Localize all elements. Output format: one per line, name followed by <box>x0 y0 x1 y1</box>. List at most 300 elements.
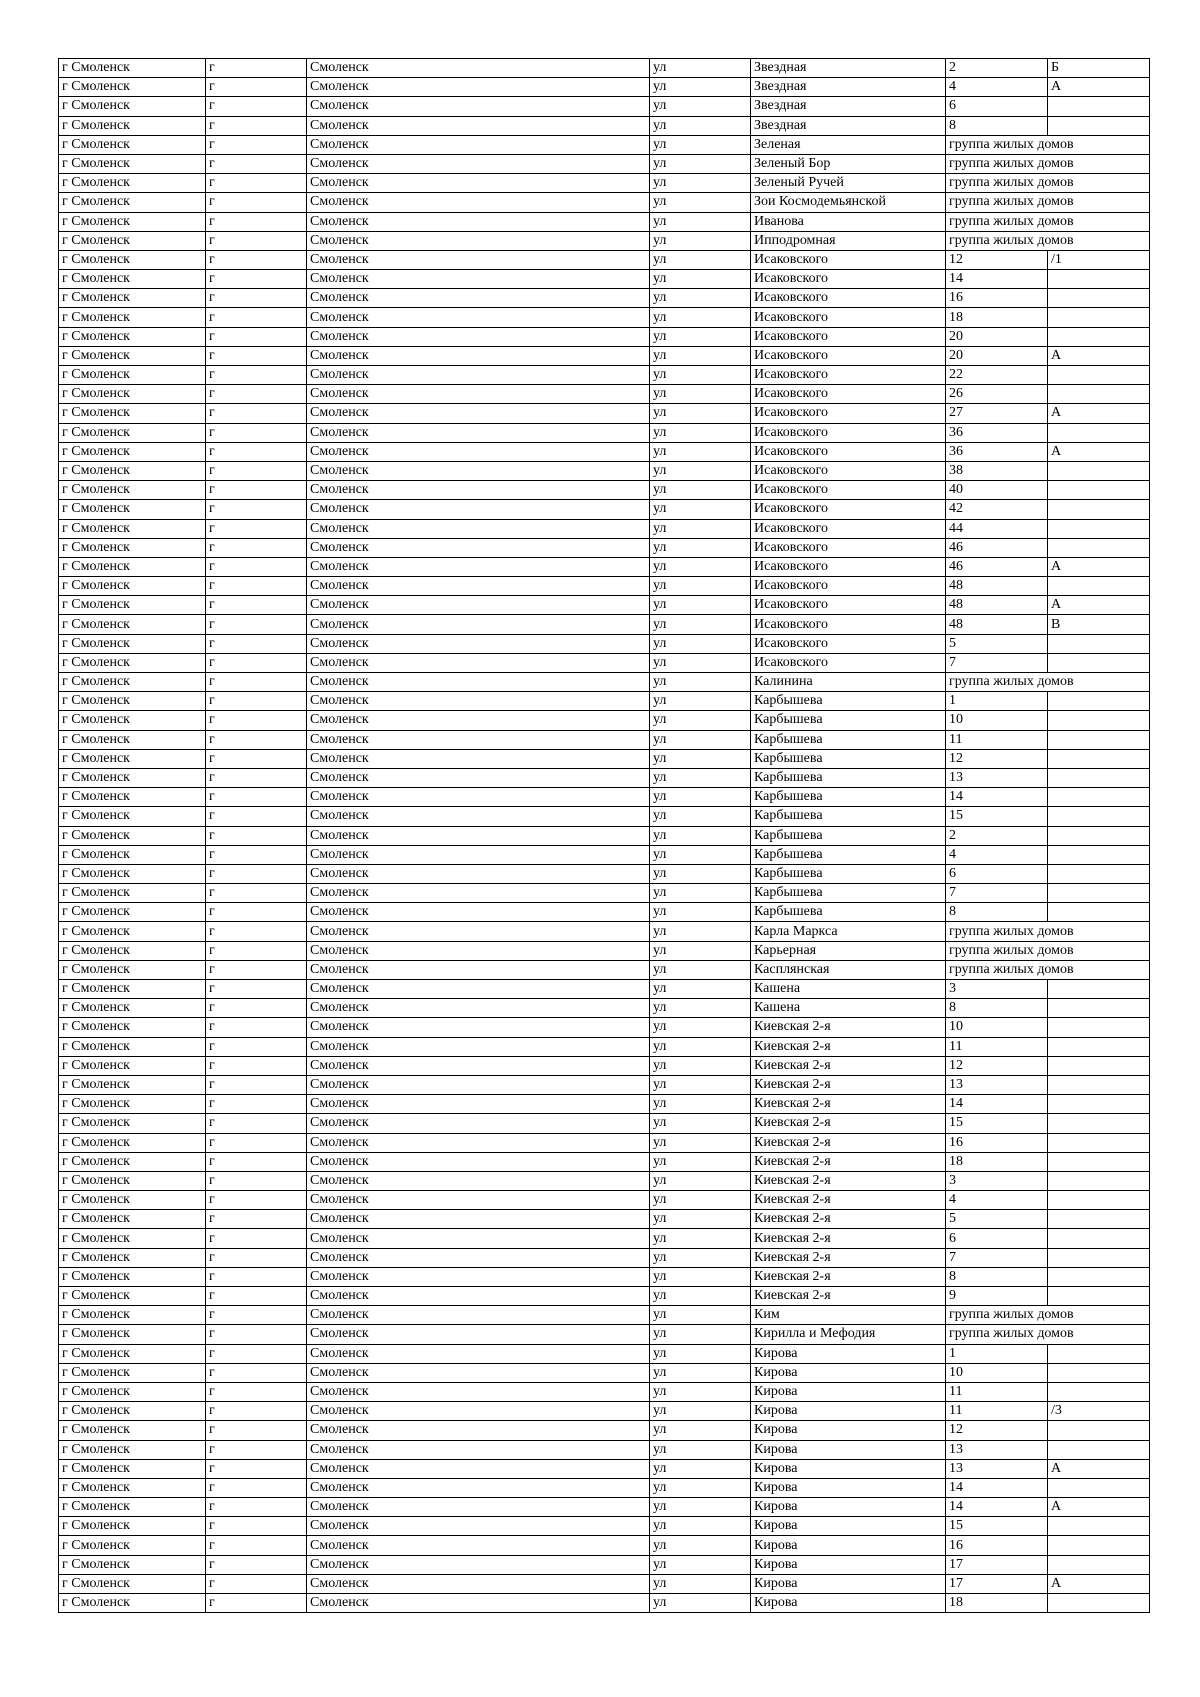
building-cell <box>1048 1018 1150 1037</box>
street-cell: Зои Космодемьянской <box>751 193 946 212</box>
building-cell: А <box>1048 404 1150 423</box>
locality-cell: Смоленск <box>307 1267 650 1286</box>
table-row <box>59 135 1150 154</box>
table-row <box>59 500 1150 519</box>
region-cell: г Смоленск <box>59 1287 206 1306</box>
house-cell: 11 <box>946 1402 1048 1421</box>
table-row <box>59 1095 1150 1114</box>
building-cell <box>1048 1171 1150 1190</box>
building-cell <box>1048 1287 1150 1306</box>
table-row <box>59 327 1150 346</box>
table-row <box>59 1267 1150 1286</box>
region-cell: г Смоленск <box>59 135 206 154</box>
table-row <box>59 692 1150 711</box>
street-type-cell: ул <box>650 174 751 193</box>
region-cell: г Смоленск <box>59 826 206 845</box>
region-cell: г Смоленск <box>59 1191 206 1210</box>
locality-cell: Смоленск <box>307 1306 650 1325</box>
building-cell: /3 <box>1048 1402 1150 1421</box>
street-type-cell: ул <box>650 1459 751 1478</box>
house-cell: группа жилых домов <box>946 212 1150 231</box>
street-type-cell: ул <box>650 826 751 845</box>
locality-cell: Смоленск <box>307 1248 650 1267</box>
table-row <box>59 250 1150 269</box>
table-row <box>59 557 1150 576</box>
street-type-cell: ул <box>650 788 751 807</box>
street-type-cell: ул <box>650 308 751 327</box>
street-type-cell: ул <box>650 711 751 730</box>
street-type-cell: ул <box>650 1440 751 1459</box>
region-cell: г Смоленск <box>59 1210 206 1229</box>
street-type-cell: ул <box>650 461 751 480</box>
street-cell: Карбышева <box>751 807 946 826</box>
house-cell: 36 <box>946 423 1048 442</box>
street-type-cell: ул <box>650 538 751 557</box>
building-cell <box>1048 903 1150 922</box>
building-cell <box>1048 653 1150 672</box>
street-type-cell: ул <box>650 78 751 97</box>
house-cell: 15 <box>946 1517 1048 1536</box>
region-cell: г Смоленск <box>59 1171 206 1190</box>
house-cell: 11 <box>946 730 1048 749</box>
street-cell: Звездная <box>751 97 946 116</box>
locality-type-cell: г <box>206 884 307 903</box>
house-cell: 48 <box>946 596 1048 615</box>
building-cell <box>1048 1152 1150 1171</box>
street-cell: Карбышева <box>751 692 946 711</box>
building-cell <box>1048 634 1150 653</box>
table-row <box>59 1171 1150 1190</box>
address-table <box>58 58 1150 1613</box>
street-cell: Исаковского <box>751 385 946 404</box>
locality-type-cell: г <box>206 538 307 557</box>
locality-type-cell: г <box>206 1306 307 1325</box>
street-cell: Карбышева <box>751 845 946 864</box>
locality-type-cell: г <box>206 922 307 941</box>
locality-cell: Смоленск <box>307 135 650 154</box>
table-row <box>59 270 1150 289</box>
street-type-cell: ул <box>650 653 751 672</box>
locality-cell: Смоленск <box>307 1344 650 1363</box>
table-row <box>59 1440 1150 1459</box>
region-cell: г Смоленск <box>59 385 206 404</box>
locality-cell: Смоленск <box>307 673 650 692</box>
region-cell: г Смоленск <box>59 1344 206 1363</box>
locality-type-cell: г <box>206 1344 307 1363</box>
house-cell: 3 <box>946 1171 1048 1190</box>
street-cell: Касплянская <box>751 960 946 979</box>
locality-type-cell: г <box>206 941 307 960</box>
locality-cell: Смоленск <box>307 1459 650 1478</box>
table-row <box>59 884 1150 903</box>
table-row <box>59 749 1150 768</box>
street-cell: Исаковского <box>751 481 946 500</box>
building-cell: А <box>1048 1498 1150 1517</box>
table-row <box>59 1478 1150 1497</box>
house-cell: 42 <box>946 500 1048 519</box>
table-row <box>59 1498 1150 1517</box>
street-cell: Киевская 2-я <box>751 1133 946 1152</box>
street-type-cell: ул <box>650 1133 751 1152</box>
locality-cell: Смоленск <box>307 768 650 787</box>
table-row <box>59 1555 1150 1574</box>
region-cell: г Смоленск <box>59 807 206 826</box>
house-cell: 5 <box>946 1210 1048 1229</box>
building-cell <box>1048 1056 1150 1075</box>
locality-type-cell: г <box>206 807 307 826</box>
locality-cell: Смоленск <box>307 212 650 231</box>
building-cell <box>1048 1363 1150 1382</box>
region-cell: г Смоленск <box>59 884 206 903</box>
street-type-cell: ул <box>650 1095 751 1114</box>
table-row <box>59 1248 1150 1267</box>
building-cell <box>1048 1037 1150 1056</box>
house-cell: 11 <box>946 1382 1048 1401</box>
street-cell: Зеленый Бор <box>751 154 946 173</box>
locality-cell: Смоленск <box>307 864 650 883</box>
street-type-cell: ул <box>650 1210 751 1229</box>
locality-cell: Смоленск <box>307 59 650 78</box>
region-cell: г Смоленск <box>59 1018 206 1037</box>
building-cell <box>1048 730 1150 749</box>
street-cell: Киевская 2-я <box>751 1056 946 1075</box>
building-cell <box>1048 1517 1150 1536</box>
street-cell: Исаковского <box>751 538 946 557</box>
locality-cell: Смоленск <box>307 404 650 423</box>
street-type-cell: ул <box>650 577 751 596</box>
house-cell: 10 <box>946 1018 1048 1037</box>
region-cell: г Смоленск <box>59 1517 206 1536</box>
table-row <box>59 1459 1150 1478</box>
street-cell: Киевская 2-я <box>751 1095 946 1114</box>
locality-type-cell: г <box>206 634 307 653</box>
table-row <box>59 1229 1150 1248</box>
table-row <box>59 1056 1150 1075</box>
locality-cell: Смоленск <box>307 500 650 519</box>
house-cell: 16 <box>946 1133 1048 1152</box>
region-cell: г Смоленск <box>59 1594 206 1613</box>
locality-cell: Смоленск <box>307 577 650 596</box>
locality-type-cell: г <box>206 1267 307 1286</box>
street-type-cell: ул <box>650 922 751 941</box>
street-type-cell: ул <box>650 250 751 269</box>
locality-type-cell: г <box>206 154 307 173</box>
locality-cell: Смоленск <box>307 385 650 404</box>
street-cell: Кирова <box>751 1574 946 1593</box>
locality-cell: Смоленск <box>307 1594 650 1613</box>
region-cell: г Смоленск <box>59 1363 206 1382</box>
locality-type-cell: г <box>206 1382 307 1401</box>
street-type-cell: ул <box>650 1152 751 1171</box>
street-type-cell: ул <box>650 327 751 346</box>
building-cell <box>1048 749 1150 768</box>
table-row <box>59 999 1150 1018</box>
street-cell: Карбышева <box>751 711 946 730</box>
street-cell: Кирова <box>751 1459 946 1478</box>
table-row <box>59 308 1150 327</box>
street-cell: Ипподромная <box>751 231 946 250</box>
street-cell: Исаковского <box>751 423 946 442</box>
locality-cell: Смоленск <box>307 884 650 903</box>
locality-cell: Смоленск <box>307 481 650 500</box>
house-cell: 26 <box>946 385 1048 404</box>
locality-cell: Смоленск <box>307 1325 650 1344</box>
street-type-cell: ул <box>650 999 751 1018</box>
region-cell: г Смоленск <box>59 1421 206 1440</box>
building-cell <box>1048 1114 1150 1133</box>
region-cell: г Смоленск <box>59 1402 206 1421</box>
street-type-cell: ул <box>650 1287 751 1306</box>
locality-type-cell: г <box>206 1056 307 1075</box>
region-cell: г Смоленск <box>59 730 206 749</box>
house-cell: 12 <box>946 1421 1048 1440</box>
table-row <box>59 864 1150 883</box>
region-cell: г Смоленск <box>59 461 206 480</box>
street-type-cell: ул <box>650 1594 751 1613</box>
locality-cell: Смоленск <box>307 97 650 116</box>
street-type-cell: ул <box>650 980 751 999</box>
house-cell: 8 <box>946 999 1048 1018</box>
house-cell: 15 <box>946 1114 1048 1133</box>
table-row <box>59 404 1150 423</box>
table-row <box>59 922 1150 941</box>
building-cell <box>1048 980 1150 999</box>
locality-cell: Смоленск <box>307 749 650 768</box>
building-cell <box>1048 788 1150 807</box>
street-type-cell: ул <box>650 97 751 116</box>
locality-cell: Смоленск <box>307 308 650 327</box>
table-row <box>59 519 1150 538</box>
region-cell: г Смоленск <box>59 864 206 883</box>
locality-cell: Смоленск <box>307 1421 650 1440</box>
region-cell: г Смоленск <box>59 596 206 615</box>
house-cell: 7 <box>946 884 1048 903</box>
house-cell: 44 <box>946 519 1048 538</box>
street-cell: Кирова <box>751 1517 946 1536</box>
street-type-cell: ул <box>650 193 751 212</box>
locality-cell: Смоленск <box>307 845 650 864</box>
street-type-cell: ул <box>650 404 751 423</box>
locality-type-cell: г <box>206 250 307 269</box>
street-cell: Киевская 2-я <box>751 1075 946 1094</box>
house-cell: 13 <box>946 768 1048 787</box>
street-type-cell: ул <box>650 1498 751 1517</box>
region-cell: г Смоленск <box>59 1037 206 1056</box>
building-cell: А <box>1048 78 1150 97</box>
building-cell <box>1048 1536 1150 1555</box>
house-cell: группа жилых домов <box>946 941 1150 960</box>
locality-cell: Смоленск <box>307 1517 650 1536</box>
house-cell: 10 <box>946 711 1048 730</box>
street-cell: Исаковского <box>751 442 946 461</box>
street-type-cell: ул <box>650 1382 751 1401</box>
region-cell: г Смоленск <box>59 903 206 922</box>
locality-cell: Смоленск <box>307 116 650 135</box>
region-cell: г Смоленск <box>59 1536 206 1555</box>
table-row <box>59 1594 1150 1613</box>
locality-type-cell: г <box>206 999 307 1018</box>
locality-cell: Смоленск <box>307 366 650 385</box>
table-row <box>59 1037 1150 1056</box>
street-cell: Исаковского <box>751 289 946 308</box>
table-row <box>59 59 1150 78</box>
locality-type-cell: г <box>206 768 307 787</box>
locality-cell: Смоленск <box>307 1056 650 1075</box>
locality-cell: Смоленск <box>307 1075 650 1094</box>
building-cell <box>1048 538 1150 557</box>
locality-type-cell: г <box>206 366 307 385</box>
locality-type-cell: г <box>206 174 307 193</box>
house-cell: группа жилых домов <box>946 154 1150 173</box>
region-cell: г Смоленск <box>59 116 206 135</box>
street-cell: Кирова <box>751 1402 946 1421</box>
street-cell: Карьерная <box>751 941 946 960</box>
house-cell: группа жилых домов <box>946 193 1150 212</box>
house-cell: 12 <box>946 250 1048 269</box>
street-type-cell: ул <box>650 941 751 960</box>
locality-type-cell: г <box>206 749 307 768</box>
street-type-cell: ул <box>650 903 751 922</box>
street-cell: Звездная <box>751 78 946 97</box>
locality-type-cell: г <box>206 1402 307 1421</box>
region-cell: г Смоленск <box>59 577 206 596</box>
table-row <box>59 461 1150 480</box>
locality-cell: Смоленск <box>307 289 650 308</box>
table-row <box>59 1325 1150 1344</box>
street-cell: Кирова <box>751 1498 946 1517</box>
building-cell <box>1048 864 1150 883</box>
house-cell: 16 <box>946 1536 1048 1555</box>
building-cell <box>1048 1229 1150 1248</box>
table-row <box>59 1402 1150 1421</box>
table-row <box>59 1306 1150 1325</box>
street-type-cell: ул <box>650 1171 751 1190</box>
locality-type-cell: г <box>206 1555 307 1574</box>
locality-cell: Смоленск <box>307 653 650 672</box>
street-cell: Исаковского <box>751 634 946 653</box>
building-cell <box>1048 1248 1150 1267</box>
street-type-cell: ул <box>650 289 751 308</box>
locality-cell: Смоленск <box>307 1152 650 1171</box>
locality-cell: Смоленск <box>307 615 650 634</box>
locality-type-cell: г <box>206 1459 307 1478</box>
street-cell: Звездная <box>751 116 946 135</box>
street-type-cell: ул <box>650 1536 751 1555</box>
house-cell: группа жилых домов <box>946 174 1150 193</box>
house-cell: 3 <box>946 980 1048 999</box>
house-cell: 18 <box>946 1152 1048 1171</box>
locality-type-cell: г <box>206 864 307 883</box>
region-cell: г Смоленск <box>59 960 206 979</box>
table-row <box>59 615 1150 634</box>
locality-type-cell: г <box>206 308 307 327</box>
street-type-cell: ул <box>650 845 751 864</box>
locality-type-cell: г <box>206 615 307 634</box>
locality-type-cell: г <box>206 346 307 365</box>
locality-type-cell: г <box>206 212 307 231</box>
locality-cell: Смоленск <box>307 327 650 346</box>
building-cell: А <box>1048 596 1150 615</box>
table-row <box>59 231 1150 250</box>
house-cell: 38 <box>946 461 1048 480</box>
region-cell: г Смоленск <box>59 1267 206 1286</box>
locality-type-cell: г <box>206 519 307 538</box>
locality-type-cell: г <box>206 1229 307 1248</box>
street-type-cell: ул <box>650 807 751 826</box>
street-type-cell: ул <box>650 692 751 711</box>
locality-type-cell: г <box>206 461 307 480</box>
house-cell: 48 <box>946 615 1048 634</box>
region-cell: г Смоленск <box>59 615 206 634</box>
region-cell: г Смоленск <box>59 538 206 557</box>
building-cell <box>1048 270 1150 289</box>
locality-cell: Смоленск <box>307 960 650 979</box>
region-cell: г Смоленск <box>59 404 206 423</box>
building-cell: А <box>1048 1574 1150 1593</box>
locality-type-cell: г <box>206 481 307 500</box>
building-cell <box>1048 711 1150 730</box>
table-row <box>59 346 1150 365</box>
street-cell: Исаковского <box>751 461 946 480</box>
building-cell <box>1048 768 1150 787</box>
street-cell: Исаковского <box>751 500 946 519</box>
street-type-cell: ул <box>650 1075 751 1094</box>
locality-cell: Смоленск <box>307 231 650 250</box>
table-row <box>59 212 1150 231</box>
street-type-cell: ул <box>650 500 751 519</box>
house-cell: 8 <box>946 903 1048 922</box>
locality-cell: Смоленск <box>307 596 650 615</box>
street-cell: Киевская 2-я <box>751 1210 946 1229</box>
region-cell: г Смоленск <box>59 1498 206 1517</box>
house-cell: 12 <box>946 1056 1048 1075</box>
locality-cell: Смоленск <box>307 557 650 576</box>
house-cell: 14 <box>946 1478 1048 1497</box>
street-type-cell: ул <box>650 154 751 173</box>
locality-cell: Смоленск <box>307 346 650 365</box>
locality-type-cell: г <box>206 1421 307 1440</box>
region-cell: г Смоленск <box>59 788 206 807</box>
building-cell <box>1048 692 1150 711</box>
region-cell: г Смоленск <box>59 59 206 78</box>
region-cell: г Смоленск <box>59 481 206 500</box>
table-row <box>59 980 1150 999</box>
table-row <box>59 1075 1150 1094</box>
street-cell: Кирова <box>751 1344 946 1363</box>
building-cell <box>1048 807 1150 826</box>
street-type-cell: ул <box>650 1421 751 1440</box>
street-type-cell: ул <box>650 1344 751 1363</box>
building-cell: А <box>1048 442 1150 461</box>
street-type-cell: ул <box>650 1478 751 1497</box>
street-cell: Исаковского <box>751 596 946 615</box>
region-cell: г Смоленск <box>59 711 206 730</box>
street-cell: Исаковского <box>751 653 946 672</box>
street-type-cell: ул <box>650 864 751 883</box>
street-type-cell: ул <box>650 1363 751 1382</box>
region-cell: г Смоленск <box>59 270 206 289</box>
building-cell <box>1048 327 1150 346</box>
street-type-cell: ул <box>650 116 751 135</box>
table-row <box>59 1114 1150 1133</box>
locality-cell: Смоленск <box>307 634 650 653</box>
house-cell: 2 <box>946 826 1048 845</box>
building-cell <box>1048 845 1150 864</box>
table-row <box>59 154 1150 173</box>
house-cell: 15 <box>946 807 1048 826</box>
building-cell <box>1048 308 1150 327</box>
house-cell: 11 <box>946 1037 1048 1056</box>
